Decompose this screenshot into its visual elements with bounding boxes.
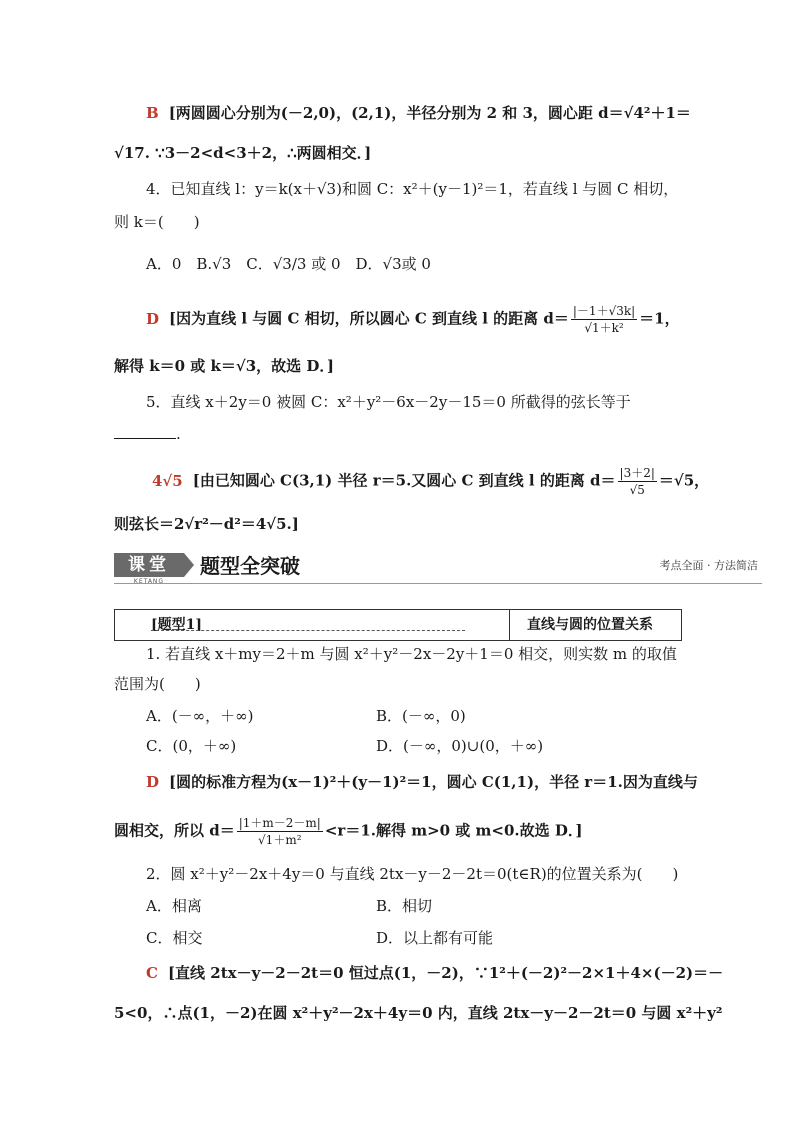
answer-line-5 (152, 465, 709, 498)
question-type-label: [题型1] (151, 617, 202, 633)
fraction (237, 815, 323, 848)
section-title: 题型全突破 (200, 554, 300, 578)
solution-text: <r＝1.解得 m>0 或 m<0.故选 D．] (324, 821, 583, 840)
answer-line-1 (146, 102, 691, 124)
question-2-line-1: 2．圆 x²＋y²－2x＋4y＝0 与直线 2tx－y－2－2t＝0(t∈R)的位置关系为( ) (146, 865, 679, 883)
solution-text: ＝1， (639, 309, 680, 328)
solution-line-4b: 解得 k＝0 或 k＝√3，故选 D．] (114, 357, 335, 375)
option-b: B．相切 (376, 897, 433, 915)
section-rule (114, 583, 762, 584)
question-1-line-1: 1. 若直线 x＋my＝2＋m 与圆 x²＋y²－2x－2y＋1＝0 相交，则实数 m 的取值 (146, 645, 677, 663)
question-4-options: A．0 B.√3 C．√3/3 或 0 D．√3或 0 (146, 255, 431, 273)
solution-text: [因为直线 l 与圆 C 相切，所以圆心 C 到直线 l 的距离 d＝ (169, 309, 569, 328)
badge-arrow-icon (184, 553, 194, 577)
option-c: C．(0，＋∞) (146, 737, 237, 755)
solution-line-q1b (114, 815, 582, 848)
fraction (571, 303, 637, 336)
question-type-box (114, 609, 682, 641)
fraction-numerator: |1＋m－2－m| (238, 816, 321, 830)
section-tagline: 考点全面 · 方法简洁 (659, 559, 758, 572)
period: . (176, 425, 181, 443)
solution-line-q2b: 5<0，∴点(1，－2)在圆 x²＋y²－2x＋4y＝0 内，直线 2tx－y－2－2t＝0 与圆 x²＋y² (114, 1004, 723, 1022)
option-c: C．相交 (146, 929, 203, 947)
fraction-numerator: |－1＋√3k| (572, 304, 636, 318)
dashed-rule (151, 630, 465, 631)
question-5-line-1: 5．直线 x＋2y＝0 被圆 C：x²＋y²－6x－2y－15＝0 所截得的弦长等于 (146, 393, 631, 411)
solution-text: [直线 2tx－y－2－2t＝0 恒过点(1，－2)，∵1²＋(－2)²－2×1＋4×(－2)＝－ (167, 964, 724, 982)
fraction-numerator: |3＋2| (619, 466, 655, 480)
solution-text: 圆相交，所以 d＝ (114, 821, 235, 840)
answer-line-4 (146, 303, 680, 336)
solution-text: ＝√5， (658, 471, 710, 490)
answer-line-q2 (146, 962, 723, 984)
question-1-line-2: 范围为( ) (114, 675, 201, 693)
option-d: D．(－∞，0)∪(0，＋∞) (376, 737, 544, 755)
section-header (114, 553, 762, 585)
question-type-topic: 直线与圆的位置关系 (527, 617, 653, 633)
option-a: A．(－∞，＋∞) (146, 707, 254, 725)
answer-letter: C (146, 964, 158, 982)
answer-blank (114, 424, 176, 439)
question-4-line-2: 则 k＝( ) (114, 213, 200, 231)
solution-line-5b: 则弦长＝2√r²－d²＝4√5.] (114, 515, 299, 533)
answer-letter: B (146, 104, 159, 122)
section-badge-sub: KETANG (133, 578, 165, 585)
answer-letter: D (146, 773, 160, 791)
answer-line-q1 (146, 771, 698, 793)
box-divider (509, 610, 510, 640)
fraction (618, 465, 657, 498)
answer-value: 4√5 (152, 471, 183, 490)
solution-line-2: √17. ∵3－2<d<3＋2，∴两圆相交．] (114, 144, 372, 162)
option-d: D．以上都有可能 (376, 929, 494, 947)
solution-text: [两圆圆心分别为(－2,0)，(2,1)，半径分别为 2 和 3，圆心距 d＝√4²＋1＝ (168, 104, 691, 122)
fraction-denominator: √1＋m² (258, 833, 302, 847)
question-5-line-2 (114, 423, 181, 445)
solution-text: [由已知圆心 C(3,1) 半径 r＝5.又圆心 C 到直线 l 的距离 d＝ (192, 471, 616, 490)
option-a: A．相离 (146, 897, 202, 915)
answer-letter: D (146, 309, 160, 328)
fraction-denominator: √1＋k² (584, 321, 624, 335)
option-b: B．(－∞，0) (376, 707, 466, 725)
fraction-denominator: √5 (629, 483, 645, 497)
section-badge: 课堂 (114, 553, 184, 577)
question-4-line-1: 4．已知直线 l：y＝k(x＋√3)和圆 C：x²＋(y－1)²＝1，若直线 l 与圆 C 相切， (146, 180, 679, 198)
solution-text: [圆的标准方程为(x－1)²＋(y－1)²＝1，圆心 C(1,1)，半径 r＝1.因为直线与 (169, 773, 698, 791)
